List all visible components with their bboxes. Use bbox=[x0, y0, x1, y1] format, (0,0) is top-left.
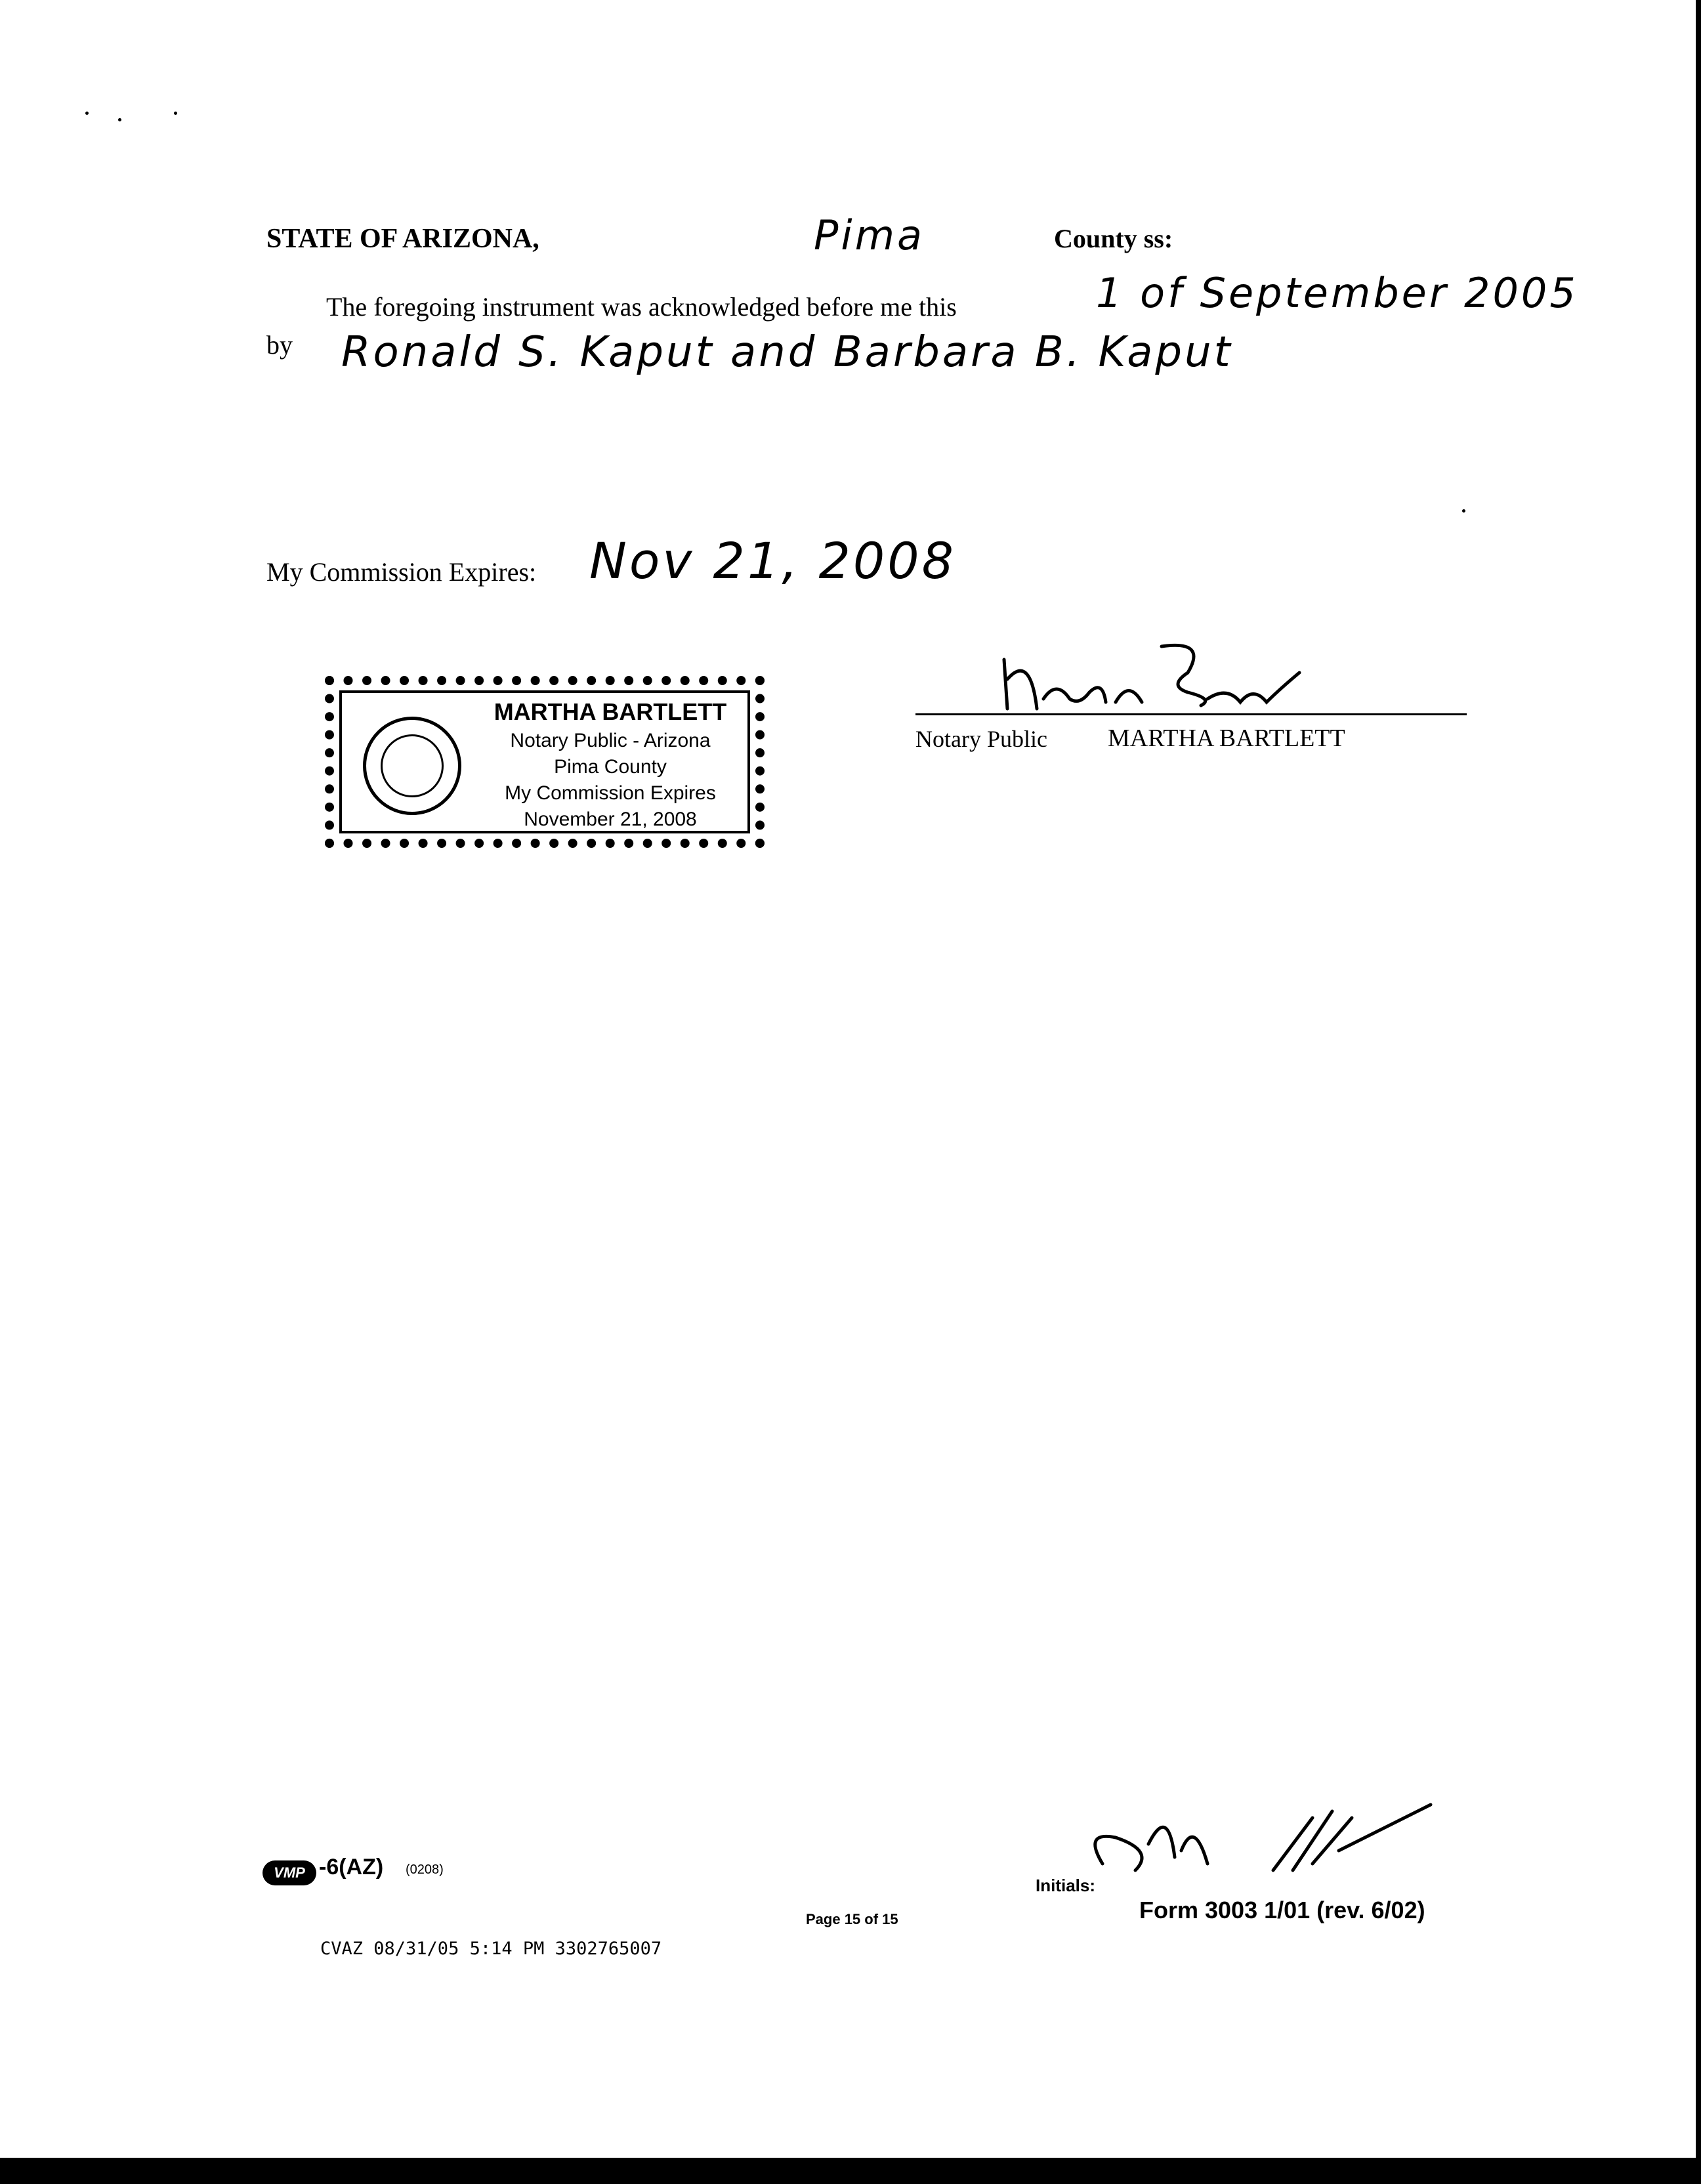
stamp-line-2: Pima County bbox=[554, 756, 667, 778]
notary-public-label: Notary Public bbox=[915, 726, 1047, 752]
page-number: Page 15 of 15 bbox=[806, 1911, 898, 1927]
vmp-logo-icon: VMP bbox=[262, 1860, 316, 1885]
stamp-line-1: Notary Public - Arizona bbox=[510, 730, 711, 751]
notary-stamp bbox=[325, 676, 765, 848]
scan-bottom-edge bbox=[0, 2158, 1701, 2184]
notary-stamp-frame bbox=[339, 690, 750, 833]
acknowledging-names: Ronald S. Kaput and Barbara B. Kaput bbox=[341, 328, 1233, 377]
form-number: Form 3003 1/01 (rev. 6/02) bbox=[1139, 1897, 1425, 1923]
scan-artifact bbox=[118, 118, 121, 121]
by-label: by bbox=[266, 330, 293, 360]
scan-artifact bbox=[1462, 509, 1465, 513]
signature-line bbox=[915, 713, 1467, 715]
commission-label: My Commission Expires: bbox=[266, 557, 537, 587]
form-code-suffix: (0208) bbox=[406, 1862, 444, 1877]
stamp-line-4: November 21, 2008 bbox=[524, 808, 697, 830]
print-stamp: CVAZ 08/31/05 5:14 PM 3302765007 bbox=[320, 1939, 662, 1959]
acknowledgment-date: 1 of September 2005 bbox=[1096, 269, 1578, 317]
initials-signature bbox=[1076, 1792, 1444, 1890]
state-seal-icon bbox=[363, 717, 461, 815]
commission-date-handwritten: Nov 21, 2008 bbox=[589, 532, 956, 590]
scan-artifact bbox=[174, 112, 177, 115]
stamp-line-3: My Commission Expires bbox=[505, 782, 716, 804]
state-label: STATE OF ARIZONA, bbox=[266, 224, 539, 254]
stamp-notary-name: MARTHA BARTLETT bbox=[494, 698, 727, 725]
notary-signature bbox=[991, 640, 1306, 719]
county-handwritten: Pima bbox=[814, 211, 925, 259]
scan-artifact bbox=[85, 112, 89, 115]
form-code: -6(AZ) bbox=[319, 1855, 384, 1880]
scan-right-edge bbox=[1696, 0, 1701, 2184]
county-label: County ss: bbox=[1054, 224, 1173, 253]
initials-label: Initials: bbox=[1036, 1876, 1096, 1895]
acknowledgment-sentence: The foregoing instrument was acknowledged before me this bbox=[326, 292, 957, 322]
notary-printed-name: MARTHA BARTLETT bbox=[1108, 724, 1345, 752]
